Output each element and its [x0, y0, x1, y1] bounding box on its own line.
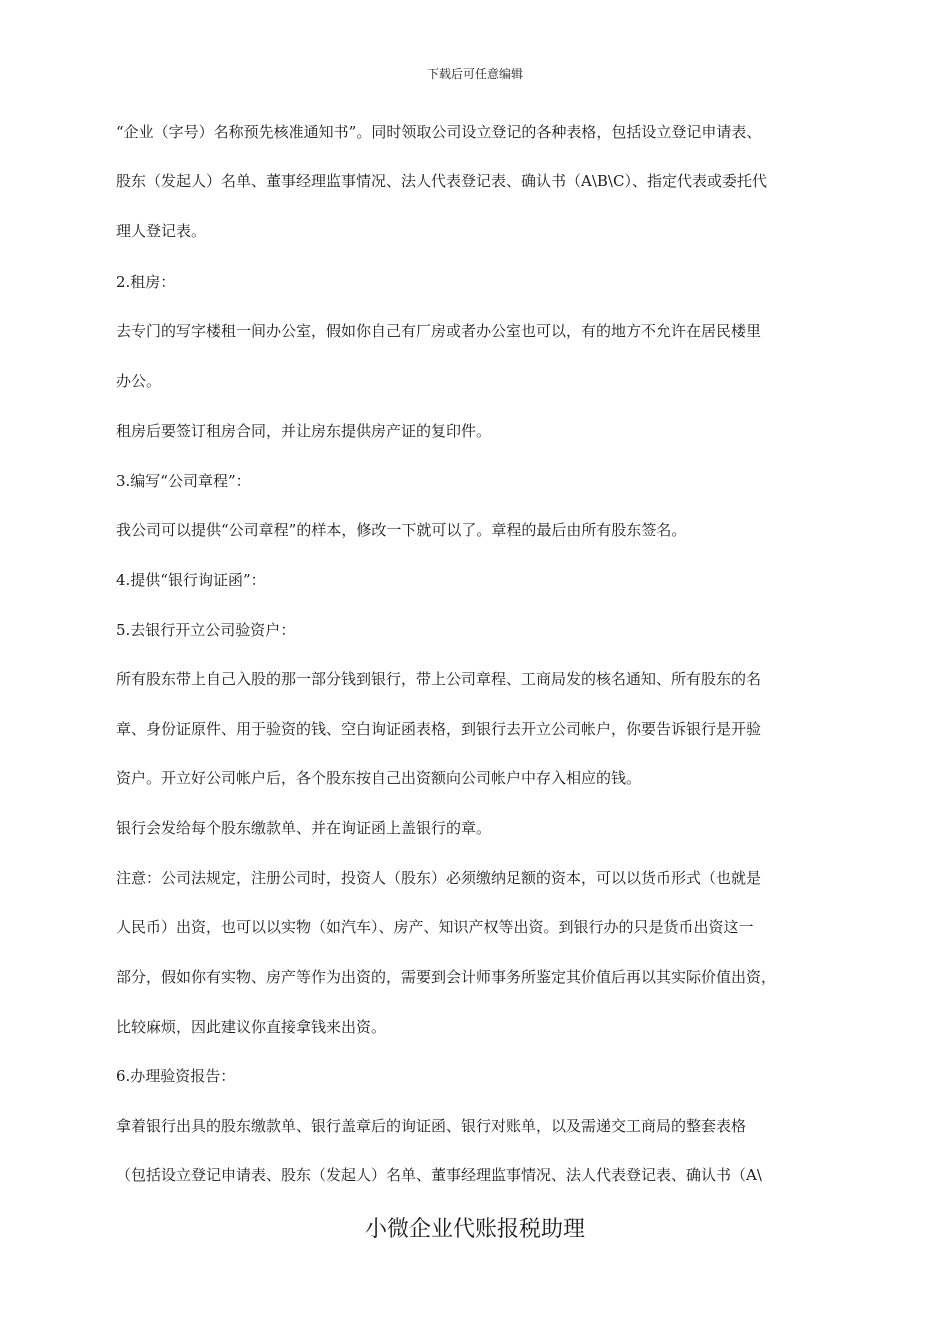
- text-line-22: （包括设立登记申请表、股东（发起人）名单、董事经理监事情况、法人代表登记表、确认书（A\: [116, 1166, 762, 1184]
- text-line-12: 所有股东带上自己入股的那一部分钱到银行，带上公司章程、工商局发的核名通知、所有股东的名: [116, 670, 762, 688]
- text-line-16: 注意：公司法规定，注册公司时，投资人（股东）必须缴纳足额的资本，可以以货币形式（也就是: [116, 869, 762, 887]
- section-heading-charter: 3.编写“公司章程”：: [116, 472, 251, 490]
- header-note: 下载后可任意编辑: [426, 67, 523, 81]
- text-line-19: 比较麻烦，因此建议你直接拿钱来出资。: [116, 1018, 387, 1036]
- text-line-15: 银行会发给每个股东缴款单、并在询证函上盖银行的章。: [116, 819, 492, 837]
- text-line-18: 部分，假如你有实物、房产等作为出资的，需要到会计师事务所鉴定其价值后再以其实际价值出资，: [116, 968, 777, 986]
- text-line-5: 去专门的写字楼租一间办公室，假如你自己有厂房或者办公室也可以，有的地方不允许在居民楼里: [116, 322, 762, 340]
- section-heading-rent: 2.租房：: [116, 273, 176, 291]
- footer-title: 小微企业代账报税助理: [364, 1217, 585, 1242]
- text-line-3: 理人登记表。: [116, 222, 207, 240]
- text-line-14: 资户。开立好公司帐户后，各个股东按自己出资额向公司帐户中存入相应的钱。: [116, 769, 642, 787]
- text-line-17: 人民币）出资，也可以以实物（如汽车）、房产、知识产权等出资。到银行办的只是货币出资这一: [116, 918, 754, 936]
- text-line-2: 股东（发起人）名单、董事经理监事情况、法人代表登记表、确认书（A\B\C）、指定代表或委托代: [116, 172, 767, 190]
- text-line-13: 章、身份证原件、用于验资的钱、空白询证函表格，到银行去开立公司帐户，你要告诉银行是开验: [116, 720, 762, 738]
- text-line-1: “企业（字号）名称预先核准通知书”。同时领取公司设立登记的各种表格，包括设立登记申请表、: [116, 123, 762, 141]
- section-heading-bank-letter: 4.提供“银行询证函”：: [116, 571, 266, 589]
- section-heading-capital-report: 6.办理验资报告：: [116, 1067, 236, 1085]
- text-line-21: 拿着银行出具的股东缴款单、银行盖章后的询证函、银行对账单，以及需递交工商局的整套表格: [116, 1117, 747, 1135]
- text-line-7: 租房后要签订租房合同，并让房东提供房产证的复印件。: [116, 422, 492, 440]
- text-line-6: 办公。: [116, 372, 162, 390]
- section-heading-bank-account: 5.去银行开立公司验资户：: [116, 621, 296, 639]
- text-line-9: 我公司可以提供“公司章程”的样本，修改一下就可以了。章程的最后由所有股东签名。: [116, 521, 687, 539]
